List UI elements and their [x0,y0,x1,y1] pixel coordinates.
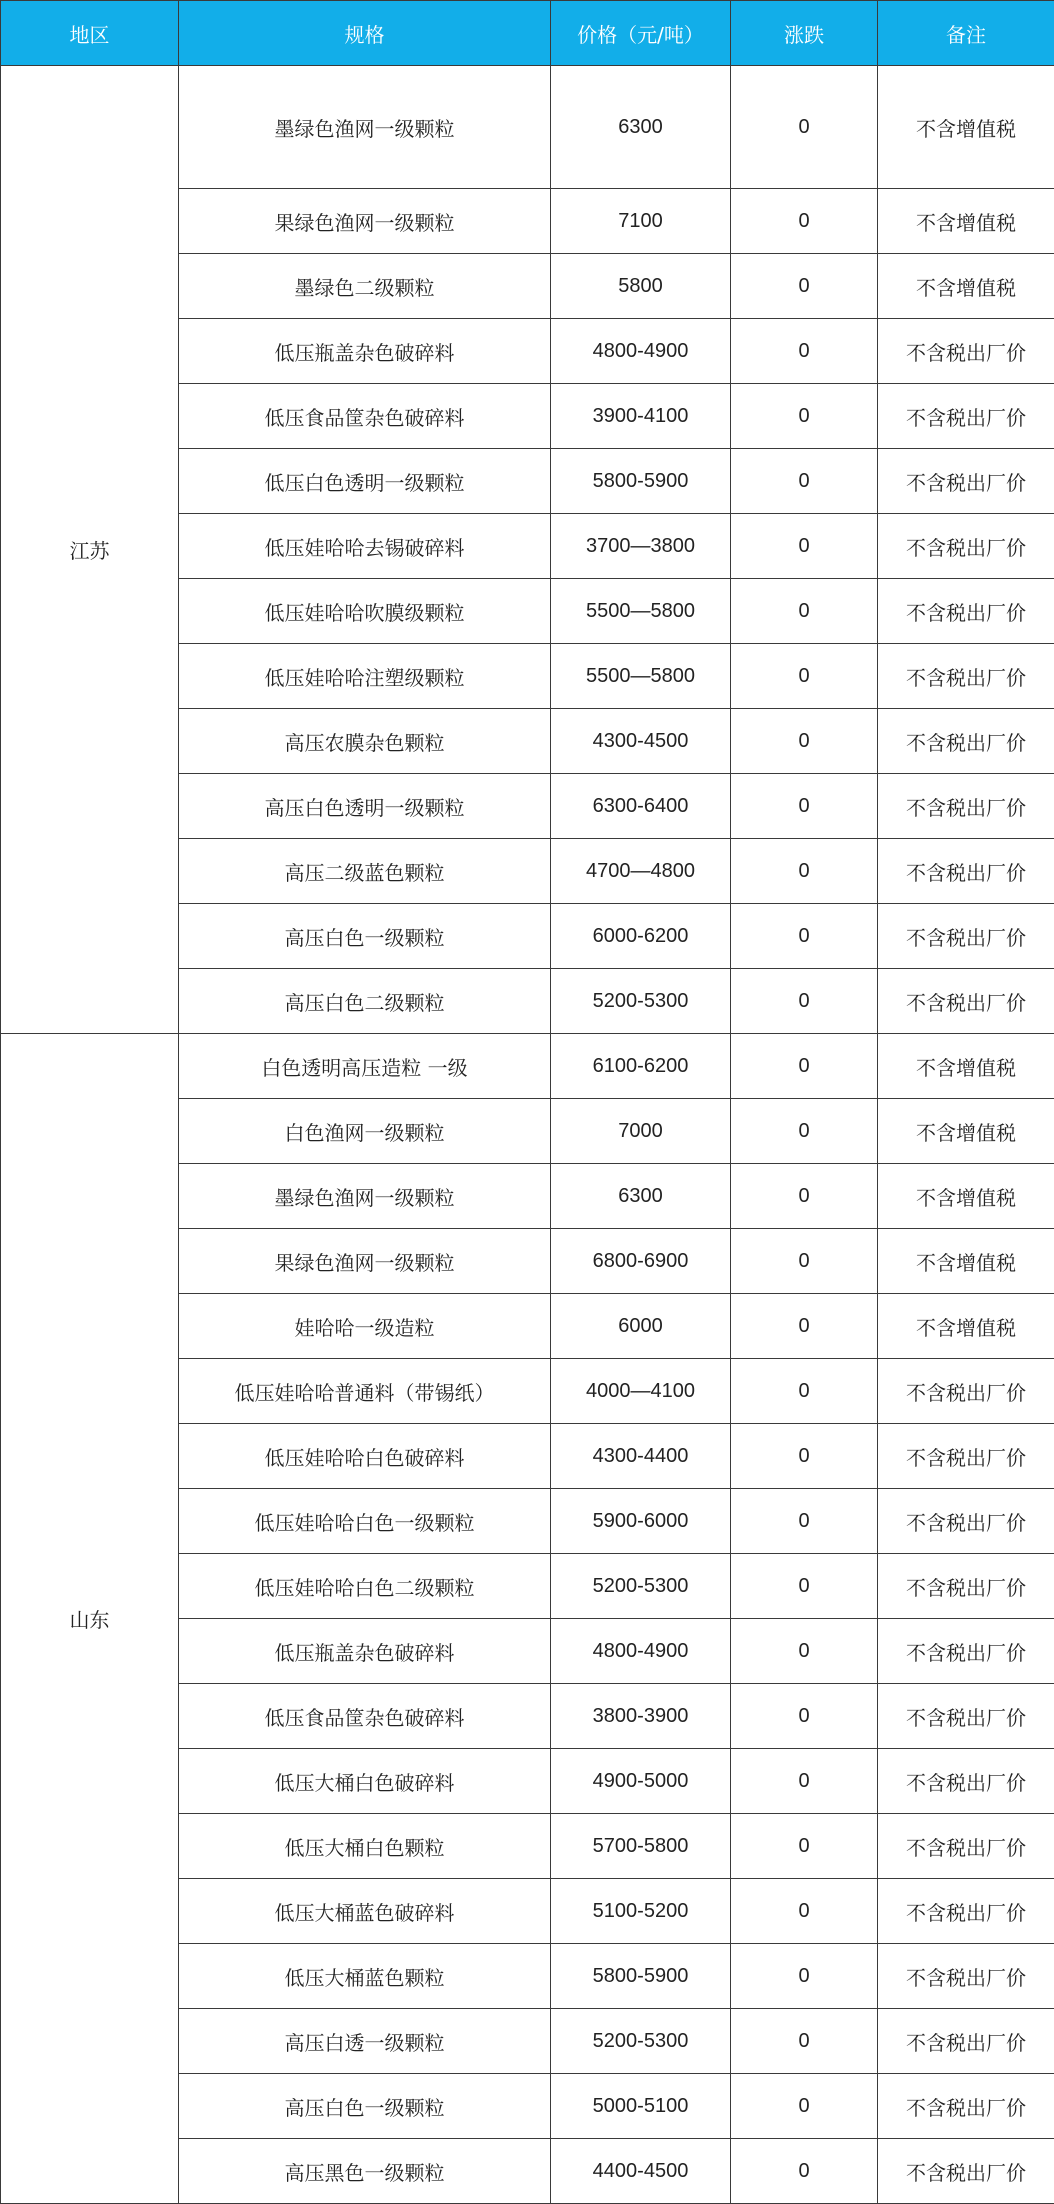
change-cell: 0 [731,644,878,709]
spec-cell: 果绿色渔网一级颗粒 [179,189,551,254]
change-cell: 0 [731,1099,878,1164]
table-body [1,66,1054,2204]
price-cell: 6800-6900 [551,1229,731,1294]
price-cell: 5500—5800 [551,644,731,709]
price-cell: 4700—4800 [551,839,731,904]
header-note: 备注 [878,1,1054,66]
spec-cell: 低压大桶蓝色颗粒 [179,1944,551,2009]
price-cell: 4000—4100 [551,1359,731,1424]
spec-cell: 低压瓶盖杂色破碎料 [179,1619,551,1684]
spec-cell: 高压农膜杂色颗粒 [179,709,551,774]
change-cell: 0 [731,66,878,189]
table-row [1,1034,1054,1099]
note-cell: 不含税出厂价 [878,1814,1054,1879]
change-cell: 0 [731,2139,878,2204]
change-cell: 0 [731,1424,878,1489]
change-cell: 0 [731,384,878,449]
price-cell: 5800-5900 [551,1944,731,2009]
note-cell: 不含增值税 [878,1294,1054,1359]
note-cell: 不含税出厂价 [878,2074,1054,2139]
note-cell: 不含增值税 [878,1164,1054,1229]
note-cell: 不含税出厂价 [878,1424,1054,1489]
note-cell: 不含税出厂价 [878,839,1054,904]
price-cell: 5200-5300 [551,1554,731,1619]
note-cell: 不含税出厂价 [878,969,1054,1034]
header-price: 价格（元/吨） [551,1,731,66]
spec-cell: 低压瓶盖杂色破碎料 [179,319,551,384]
note-cell: 不含税出厂价 [878,1359,1054,1424]
change-cell: 0 [731,449,878,514]
change-cell: 0 [731,1554,878,1619]
spec-cell: 墨绿色渔网一级颗粒 [179,66,551,189]
price-cell: 3900-4100 [551,384,731,449]
spec-cell: 低压食品筐杂色破碎料 [179,1684,551,1749]
note-cell: 不含税出厂价 [878,384,1054,449]
spec-cell: 低压娃哈哈白色破碎料 [179,1424,551,1489]
note-cell: 不含税出厂价 [878,319,1054,384]
spec-cell: 低压大桶白色颗粒 [179,1814,551,1879]
spec-cell: 高压白色透明一级颗粒 [179,774,551,839]
spec-cell: 低压娃哈哈普通料（带锡纸） [179,1359,551,1424]
note-cell: 不含税出厂价 [878,2009,1054,2074]
spec-cell: 娃哈哈一级造粒 [179,1294,551,1359]
price-cell: 6300 [551,1164,731,1229]
spec-cell: 果绿色渔网一级颗粒 [179,1229,551,1294]
change-cell: 0 [731,254,878,319]
change-cell: 0 [731,1749,878,1814]
change-cell: 0 [731,1294,878,1359]
header-spec: 规格 [179,1,551,66]
spec-cell: 低压娃哈哈白色一级颗粒 [179,1489,551,1554]
spec-cell: 低压大桶白色破碎料 [179,1749,551,1814]
note-cell: 不含税出厂价 [878,2139,1054,2204]
change-cell: 0 [731,1684,878,1749]
change-cell: 0 [731,1359,878,1424]
spec-cell: 高压白色一级颗粒 [179,904,551,969]
spec-cell: 低压娃哈哈白色二级颗粒 [179,1554,551,1619]
spec-cell: 高压黑色一级颗粒 [179,2139,551,2204]
price-cell: 4300-4500 [551,709,731,774]
note-cell: 不含增值税 [878,1099,1054,1164]
table-header [1,1,1054,66]
price-cell: 5800-5900 [551,449,731,514]
note-cell: 不含税出厂价 [878,774,1054,839]
spec-cell: 高压二级蓝色颗粒 [179,839,551,904]
price-cell: 4300-4400 [551,1424,731,1489]
change-cell: 0 [731,514,878,579]
spec-cell: 低压白色透明一级颗粒 [179,449,551,514]
note-cell: 不含税出厂价 [878,449,1054,514]
change-cell: 0 [731,189,878,254]
table-row [1,66,1054,189]
change-cell: 0 [731,1034,878,1099]
price-cell: 5500—5800 [551,579,731,644]
note-cell: 不含增值税 [878,66,1054,189]
spec-cell: 墨绿色渔网一级颗粒 [179,1164,551,1229]
change-cell: 0 [731,709,878,774]
price-cell: 5200-5300 [551,969,731,1034]
note-cell: 不含税出厂价 [878,1684,1054,1749]
price-cell: 6300 [551,66,731,189]
spec-cell: 低压娃哈哈注塑级颗粒 [179,644,551,709]
change-cell: 0 [731,2009,878,2074]
price-cell: 6100-6200 [551,1034,731,1099]
region-cell: 山东 [1,1034,179,2204]
spec-cell: 低压大桶蓝色破碎料 [179,1879,551,1944]
spec-cell: 高压白透一级颗粒 [179,2009,551,2074]
note-cell: 不含税出厂价 [878,1879,1054,1944]
spec-cell: 白色渔网一级颗粒 [179,1099,551,1164]
price-cell: 3800-3900 [551,1684,731,1749]
note-cell: 不含税出厂价 [878,1619,1054,1684]
price-cell: 5000-5100 [551,2074,731,2139]
note-cell: 不含税出厂价 [878,709,1054,774]
change-cell: 0 [731,1814,878,1879]
spec-cell: 白色透明高压造粒 一级 [179,1034,551,1099]
spec-cell: 墨绿色二级颗粒 [179,254,551,319]
spec-cell: 低压食品筐杂色破碎料 [179,384,551,449]
price-cell: 7100 [551,189,731,254]
change-cell: 0 [731,839,878,904]
header-row [1,1,1054,66]
price-cell: 5200-5300 [551,2009,731,2074]
spec-cell: 低压娃哈哈去锡破碎料 [179,514,551,579]
price-cell: 4900-5000 [551,1749,731,1814]
change-cell: 0 [731,1619,878,1684]
note-cell: 不含增值税 [878,1229,1054,1294]
price-cell: 5100-5200 [551,1879,731,1944]
change-cell: 0 [731,904,878,969]
change-cell: 0 [731,579,878,644]
change-cell: 0 [731,1229,878,1294]
note-cell: 不含税出厂价 [878,514,1054,579]
header-region: 地区 [1,1,179,66]
price-cell: 4400-4500 [551,2139,731,2204]
spec-cell: 高压白色一级颗粒 [179,2074,551,2139]
price-cell: 6300-6400 [551,774,731,839]
price-cell: 4800-4900 [551,319,731,384]
note-cell: 不含税出厂价 [878,904,1054,969]
price-cell: 5800 [551,254,731,319]
change-cell: 0 [731,1164,878,1229]
change-cell: 0 [731,1944,878,2009]
note-cell: 不含税出厂价 [878,1749,1054,1814]
price-cell: 7000 [551,1099,731,1164]
change-cell: 0 [731,2074,878,2139]
price-cell: 5900-6000 [551,1489,731,1554]
note-cell: 不含增值税 [878,1034,1054,1099]
note-cell: 不含税出厂价 [878,579,1054,644]
header-change: 涨跌 [731,1,878,66]
price-cell: 6000 [551,1294,731,1359]
price-cell: 5700-5800 [551,1814,731,1879]
note-cell: 不含税出厂价 [878,1554,1054,1619]
region-cell: 江苏 [1,66,179,1034]
change-cell: 0 [731,774,878,839]
spec-cell: 低压娃哈哈吹膜级颗粒 [179,579,551,644]
change-cell: 0 [731,1489,878,1554]
price-cell: 6000-6200 [551,904,731,969]
note-cell: 不含增值税 [878,189,1054,254]
change-cell: 0 [731,969,878,1034]
note-cell: 不含税出厂价 [878,1944,1054,2009]
note-cell: 不含税出厂价 [878,1489,1054,1554]
price-cell: 4800-4900 [551,1619,731,1684]
change-cell: 0 [731,319,878,384]
spec-cell: 高压白色二级颗粒 [179,969,551,1034]
note-cell: 不含税出厂价 [878,644,1054,709]
note-cell: 不含增值税 [878,254,1054,319]
price-cell: 3700—3800 [551,514,731,579]
change-cell: 0 [731,1879,878,1944]
